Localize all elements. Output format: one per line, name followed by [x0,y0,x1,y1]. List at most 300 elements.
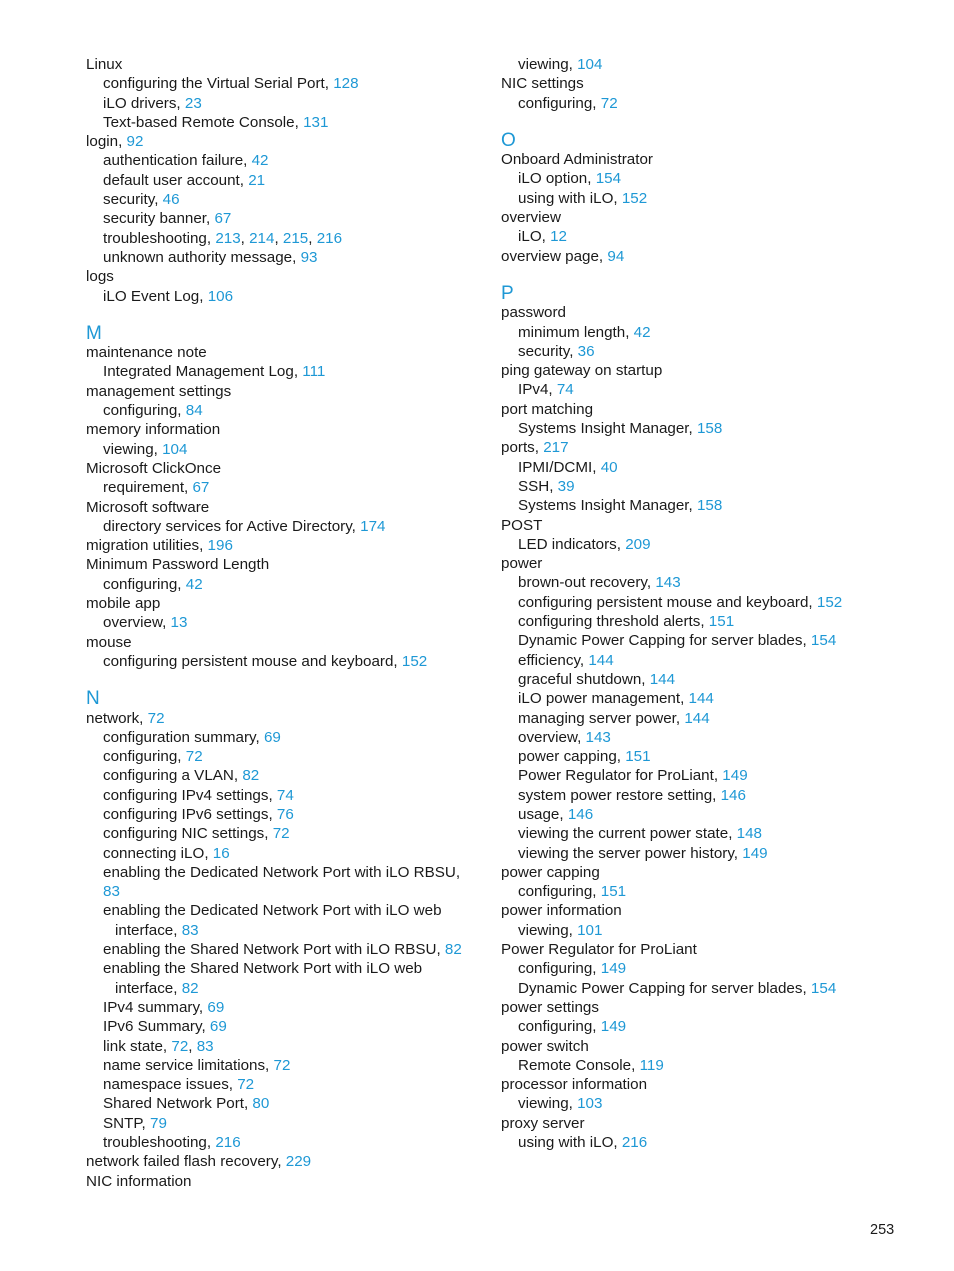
page-ref-link[interactable]: 69 [207,998,225,1016]
index-subentry [501,55,921,74]
page-ref-link[interactable]: 72 [600,94,618,112]
index-term: mobile app [86,595,161,613]
index-subentry [501,959,921,978]
index-term: viewing, [518,56,578,73]
index-subentry [86,844,506,863]
page-ref-link[interactable]: 104 [577,56,603,73]
index-entry [501,400,921,419]
index-term: configuring, [518,94,601,112]
index-term: viewing the server power history, [518,844,743,862]
index-subentry [86,209,506,228]
index-term: logs [86,268,114,286]
page-ref-link[interactable]: 74 [556,381,574,399]
index-subentry [501,323,921,342]
index-entry [501,247,921,266]
index-term: directory services for Active Directory, [103,517,361,535]
index-subentry [501,573,921,592]
index-entry [86,459,506,478]
index-subentry [501,342,921,361]
index-term: link state, [103,1037,172,1055]
page-ref-link[interactable]: 111 [302,363,326,381]
index-term: power settings [501,998,599,1016]
index-term: configuring NIC settings, [103,825,273,843]
index-term: IPMI/DCMI, [518,458,601,476]
index-term: configuring the Virtual Serial Port, [103,75,334,93]
page-ref-link[interactable]: 46 [162,191,180,209]
index-subentry [86,998,506,1017]
page-ref-link[interactable]: 84 [185,402,203,420]
index-subentry [501,728,921,747]
index-subentry [86,478,506,497]
index-subentry [501,419,921,438]
index-entry [501,901,921,920]
page-ref-link[interactable]: 148 [736,825,762,843]
index-term: configuring persistent mouse and keyboard, [518,593,817,611]
page-ref-link[interactable]: 82 [444,941,462,959]
index-term: ping gateway on startup [501,362,663,380]
index-subentry [501,844,921,863]
index-term: network failed flash recovery, [86,1153,286,1171]
page-ref-link[interactable]: 154 [810,632,837,650]
index-subentry [86,517,506,536]
index-entry [501,863,921,882]
page-ref-link[interactable]: 216 [215,1134,241,1152]
index-entry [501,208,921,227]
index-term: brown-out recovery, [518,574,656,592]
page-ref-link[interactable]: 12 [550,228,567,246]
page-ref-link[interactable]: 36 [577,342,595,360]
page-ref-link[interactable]: 119 [639,1056,664,1074]
page-ref-link[interactable]: 76 [276,805,294,823]
index-subentry [86,401,506,420]
page-ref-link[interactable]: 174 [360,517,386,535]
index-term: enabling the Shared Network Port with iLO RBSU, [103,941,445,959]
index-term: processor information [501,1076,648,1094]
index-term: viewing, [103,440,163,458]
page-ref-link[interactable]: 83 [181,921,199,939]
index-term: Systems Insight Manager, [518,497,697,515]
index-term: usage, [518,805,568,823]
index-entry [86,633,506,652]
index-term: overview page, [501,247,608,265]
page-ref-link[interactable]: 151 [708,613,735,631]
index-subentry [86,728,506,747]
index-term: security banner, [103,210,215,228]
index-term: IPv4, [518,381,557,399]
index-subentry [86,1133,506,1152]
index-term: configuring persistent mouse and keyboard, [103,652,402,670]
index-subentry [86,190,506,209]
page-ref-link[interactable]: 72 [237,1076,255,1094]
index-term: LED indicators, [518,535,626,553]
index-term: name service limitations, [103,1056,274,1074]
page-ref-link[interactable]: 128 [333,75,359,93]
index-term: troubleshooting, [103,229,216,247]
index-subentry [501,380,921,399]
page-ref-link[interactable]: 106 [207,287,234,305]
index-subentry [501,631,921,650]
index-subentry [501,747,921,766]
index-term: interface, [115,979,182,997]
index-entry [501,998,921,1017]
page-ref-link[interactable]: 149 [742,844,768,862]
index-term: SNTP, [103,1114,150,1132]
page-ref-link[interactable]: 93 [300,248,318,266]
index-entry [501,303,921,322]
index-term: POST [501,516,543,534]
index-term: IPv4 summary, [103,998,208,1016]
index-term: power switch [501,1037,589,1055]
index-term: viewing the current power state, [518,825,737,843]
index-entry [501,361,921,380]
index-term: Linux [86,56,123,73]
index-term: enabling the Dedicated Network Port with iLO web [103,902,442,920]
index-entry [86,343,506,362]
page-ref-link[interactable]: 80 [252,1095,270,1113]
page-ref-link[interactable]: 196 [207,537,233,555]
index-entry [501,150,921,169]
index-subentry [86,74,506,93]
index-subentry [86,1094,506,1113]
index-term: troubleshooting, [103,1134,216,1152]
page-ref-link[interactable]: 79 [150,1114,167,1132]
index-term: power capping [501,863,600,881]
page-ref-link[interactable]: 152 [621,189,648,207]
index-subentry [501,1133,921,1152]
page-ref-link[interactable]: 83 [196,1037,214,1055]
index-term: Systems Insight Manager, [518,420,697,438]
index-subentry [86,805,506,824]
index-term: viewing, [518,1095,578,1113]
index-entry [501,74,921,93]
index-letter-n: N [86,688,100,710]
index-entry [86,536,506,555]
index-subentry [501,458,921,477]
index-term: maintenance note [86,344,207,362]
index-term: configuring, [103,748,186,766]
index-entry [86,420,506,439]
index-subentry [501,1056,921,1075]
index-entry [501,1114,921,1133]
page-ref-link[interactable]: 215 [282,229,309,247]
page-ref-link[interactable]: 42 [185,575,203,593]
page-ref-link[interactable]: 209 [625,535,651,553]
index-term: Minimum Password Length [86,556,270,574]
index-subentry [501,651,921,670]
index-term: efficiency, [518,651,589,669]
page-ref-link[interactable]: 92 [126,133,144,151]
index-entry [86,709,506,728]
page-ref-link[interactable]: 217 [543,439,569,457]
index-subentry [86,921,506,940]
page-ref-link[interactable]: 152 [816,593,843,611]
index-subentry [501,169,921,188]
page-ref-link[interactable]: 72 [147,709,165,727]
index-subentry [501,805,921,824]
page-ref-link[interactable]: 154 [595,170,622,188]
index-entry [86,267,506,286]
page-ref-link[interactable]: 144 [588,651,614,669]
index-term: ports, [501,439,544,457]
index-subentry [501,882,921,901]
index-term: security, [103,191,163,209]
index-term: minimum length, [518,323,634,341]
index-term: proxy server [501,1114,585,1132]
page-ref-link[interactable]: 213 [215,229,241,247]
index-term: login, [86,133,127,151]
page-ref-link[interactable]: 16 [212,844,230,862]
index-term: power capping, [518,748,626,766]
index-subentry [501,1094,921,1113]
index-entry [86,594,506,613]
index-term: Power Regulator for ProLiant [501,941,697,959]
index-subentry [86,1056,506,1075]
index-letter-o: O [501,129,516,151]
index-term: Integrated Management Log, [103,363,303,381]
index-term: migration utilities, [86,537,208,555]
page-ref-link[interactable]: 74 [276,786,294,804]
page-ref-link[interactable]: 67 [192,479,210,497]
page-ref-link[interactable]: 158 [696,497,723,515]
index-term: iLO, [518,228,551,246]
index-subentry [501,766,921,785]
index-column-right [501,55,921,1152]
ref-separator: , [188,1037,197,1055]
page-ref-link[interactable]: 39 [557,477,575,495]
index-subentry [501,689,921,708]
index-term: using with iLO, [518,1134,622,1152]
index-subentry [86,901,506,920]
page-ref-link[interactable]: 104 [162,440,188,458]
ref-separator: , [308,229,317,247]
index-term: system power restore setting, [518,786,721,804]
page-ref-link[interactable]: 72 [272,825,290,843]
index-subentry [86,786,506,805]
page-ref-link[interactable]: 214 [249,229,275,247]
index-term: Dynamic Power Capping for server blades, [518,979,811,997]
index-subentry [86,863,506,882]
page-ref-link[interactable]: 83 [103,883,120,901]
index-entry [501,438,921,457]
page-ref-link[interactable]: 72 [171,1037,189,1055]
index-subentry [501,786,921,805]
page-ref-link[interactable]: 131 [303,113,329,131]
index-subentry [86,959,506,978]
page-ref-link[interactable]: 82 [181,979,199,997]
index-term: viewing, [518,921,578,939]
index-term: Power Regulator for ProLiant, [518,767,723,785]
page-ref-link[interactable]: 21 [248,171,266,189]
index-entry [86,1172,506,1191]
index-term: enabling the Dedicated Network Port with iLO RBSU, [103,863,461,881]
page-ref-link[interactable]: 143 [655,574,681,592]
index-subentry [86,440,506,459]
index-subentry [86,1075,506,1094]
page-ref-link[interactable]: 82 [242,767,260,785]
index-term: configuring a VLAN, [103,767,243,785]
index-subentry [86,1017,506,1036]
index-term: configuring, [103,575,186,593]
index-term: managing server power, [518,709,685,727]
page-ref-link[interactable]: 40 [600,458,618,476]
index-subentry [86,766,506,785]
index-letter-m: M [86,322,102,344]
index-term: Shared Network Port, [103,1095,253,1113]
page-ref-link[interactable]: 144 [684,709,710,727]
index-subentry [501,1017,921,1036]
page-ref-link[interactable]: 143 [585,728,611,746]
index-subentry [501,227,921,246]
index-subentry [86,287,506,306]
index-term: security, [518,342,578,360]
index-term: configuring, [518,883,601,901]
index-term: Microsoft ClickOnce [86,459,222,477]
index-subentry [501,189,921,208]
index-term: iLO power management, [518,690,689,708]
index-entry [501,554,921,573]
index-term: Microsoft software [86,498,210,516]
index-term: memory information [86,421,221,439]
index-term: namespace issues, [103,1076,238,1094]
index-entry [86,55,506,74]
page-ref-link[interactable]: 149 [600,1018,627,1036]
index-term: Remote Console, [518,1056,640,1074]
index-term: iLO drivers, [103,94,185,112]
index-subentry [86,882,506,901]
index-term: configuring IPv6 settings, [103,805,277,823]
index-term: graceful shutdown, [518,670,650,688]
page-ref-link[interactable]: 216 [316,229,343,247]
page-ref-link[interactable]: 146 [567,805,594,823]
index-term: configuring, [103,402,186,420]
page-ref-link[interactable]: 13 [170,614,188,632]
index-term: SSH, [518,477,558,495]
index-subentry [86,613,506,632]
page-ref-link[interactable]: 229 [285,1153,312,1171]
index-column-left [86,55,506,1191]
index-subentry [501,535,921,554]
page-ref-link[interactable]: 216 [621,1134,648,1152]
index-subentry [86,1114,506,1133]
index-term: Dynamic Power Capping for server blades, [518,632,811,650]
index-term: connecting iLO, [103,844,213,862]
index-entry [86,1152,506,1171]
index-subentry [86,824,506,843]
page-ref-link[interactable]: 146 [720,786,746,804]
page-ref-link[interactable]: 67 [214,210,232,228]
index-subentry [501,824,921,843]
index-term: password [501,304,566,322]
index-subentry [501,670,921,689]
page-ref-link[interactable]: 72 [273,1056,291,1074]
ref-separator: , [240,229,250,247]
page-number: 253 [870,1222,895,1238]
index-term: configuring, [518,960,601,978]
index-subentry [501,496,921,515]
index-term: mouse [86,633,132,651]
index-subentry [86,151,506,170]
index-term: configuring threshold alerts, [518,613,709,631]
page-ref-link[interactable]: 149 [722,767,748,785]
page-ref-link[interactable]: 144 [649,670,676,688]
index-entry [86,555,506,574]
index-entry [86,498,506,517]
index-entry [86,382,506,401]
page-ref-link[interactable]: 103 [577,1095,603,1113]
index-subentry [86,171,506,190]
index-term: NIC information [86,1172,192,1190]
index-term: interface, [115,921,182,939]
index-subentry [501,477,921,496]
index-term: using with iLO, [518,189,622,207]
index-subentry [86,1037,506,1056]
page-ref-link[interactable]: 42 [633,323,651,341]
index-term: overview, [103,614,171,632]
index-letter-p: P [501,282,514,304]
page-ref-link[interactable]: 144 [688,690,714,708]
index-subentry [501,94,921,113]
index-subentry [501,921,921,940]
page-ref-link[interactable]: 151 [600,883,627,901]
index-term: requirement, [103,479,193,497]
index-term: IPv6 Summary, [103,1018,210,1036]
index-term: network, [86,709,148,727]
index-term: port matching [501,400,594,418]
index-term: power information [501,902,622,920]
index-term: management settings [86,382,232,400]
page-ref-link[interactable]: 152 [401,652,428,670]
index-subentry [86,979,506,998]
index-term: configuration summary, [103,728,264,746]
index-term: configuring, [518,1018,601,1036]
index-subentry [86,362,506,381]
index-entry [501,1037,921,1056]
page-ref-link[interactable]: 154 [810,979,837,997]
index-term: iLO Event Log, [103,287,208,305]
index-entry [501,1075,921,1094]
index-subentry [501,593,921,612]
ref-separator: , [274,229,283,247]
page-ref-link[interactable]: 72 [185,748,203,766]
page-ref-link[interactable]: 69 [263,728,281,746]
index-entry [501,516,921,535]
index-term: Onboard Administrator [501,151,653,169]
index-subentry [86,652,506,671]
index-term: iLO option, [518,170,596,188]
index-subentry [86,575,506,594]
index-term: power [501,555,543,573]
page-ref-link[interactable]: 151 [625,748,651,766]
page-ref-link[interactable]: 23 [184,94,202,112]
page-ref-link[interactable]: 149 [600,960,627,978]
index-term: NIC settings [501,75,584,93]
page-ref-link[interactable]: 42 [251,152,269,170]
index-term: overview, [518,728,586,746]
index-term: enabling the Shared Network Port with iLO web [103,960,423,978]
index-subentry [86,248,506,267]
page-ref-link[interactable]: 69 [209,1018,227,1036]
index-term: configuring IPv4 settings, [103,786,277,804]
index-entry [86,132,506,151]
index-term: overview [501,209,561,227]
index-term: authentication failure, [103,152,252,170]
page-ref-link[interactable]: 101 [577,921,603,939]
page-ref-link[interactable]: 158 [696,420,723,438]
index-subentry [86,113,506,132]
page-ref-link[interactable]: 94 [607,247,625,265]
index-term: unknown authority message, [103,248,301,266]
index-subentry [501,979,921,998]
